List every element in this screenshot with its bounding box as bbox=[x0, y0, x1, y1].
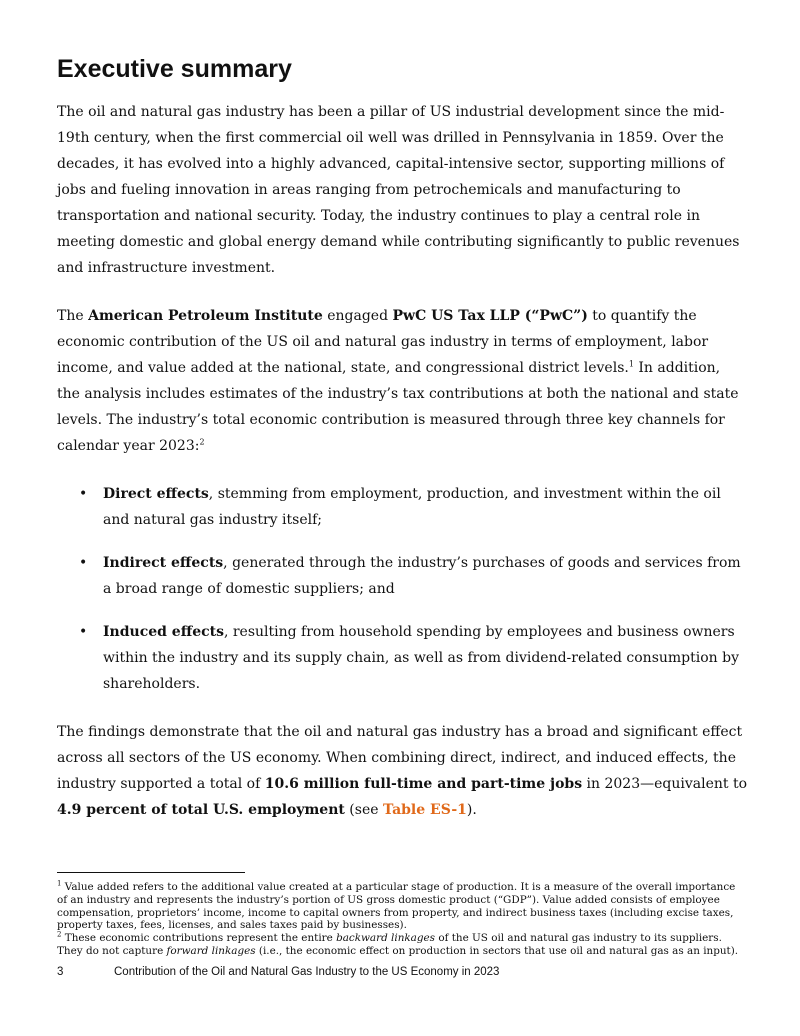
engagement-paragraph bbox=[57, 303, 747, 459]
effect-term: Indirect effects bbox=[103, 555, 224, 571]
footnote-text: of the US oil and natural gas industry to its suppliers. They do not capture bbox=[57, 932, 722, 957]
list-item-direct-effects bbox=[57, 481, 747, 533]
text-run: engaged bbox=[322, 308, 393, 324]
footer-title: Contribution of the Oil and Natural Gas Industry to the US Economy in 2023 bbox=[114, 966, 500, 978]
bullet-icon: • bbox=[79, 486, 88, 502]
pwc-name: PwC US Tax LLP (“PwC”) bbox=[392, 308, 588, 324]
footnote-2 bbox=[57, 932, 747, 958]
text-run: In addition, the analysis includes estimates of the industry’s tax contributions at both the national and state levels. The industry’s total economic contribution is measured through three key channels for calendar year 2023: bbox=[57, 360, 739, 454]
page-number: 3 bbox=[57, 966, 64, 978]
footnote-term: forward linkages bbox=[166, 944, 256, 957]
footnote-number: 1 bbox=[57, 879, 62, 888]
jobs-figure: 10.6 million full-time and part-time jobs bbox=[264, 776, 583, 792]
list-item-induced-effects bbox=[57, 619, 747, 697]
bullet-icon: • bbox=[79, 555, 88, 571]
bullet-icon: • bbox=[79, 624, 88, 640]
effect-description: , resulting from household spending by employees and business owners within the industry and its supply chain, as well as from dividend-related consumption by shareholders. bbox=[103, 624, 740, 692]
footnote-ref-2[interactable]: 2 bbox=[199, 437, 205, 447]
effect-description: , stemming from employment, production, and investment within the oil and natural gas industry itself; bbox=[103, 486, 721, 528]
footnote-text: These economic contributions represent the entire bbox=[61, 932, 337, 945]
footnote-text: Value added refers to the additional value created at a particular stage of production. It is a measure of the overall importance of an industry and represents the industry’s portion of US gross domestic product (“GDP”). Value added consists of employee compensation, proprietors’ income, income to capital owners from property, and indirect business taxes (including excise taxes, property taxes, fees, licenses, and sales taxes paid by businesses). bbox=[57, 881, 736, 932]
footnote-term: backward linkages bbox=[336, 932, 436, 945]
findings-paragraph bbox=[57, 719, 747, 823]
employment-share-figure: 4.9 percent of total U.S. employment bbox=[57, 802, 345, 818]
effect-term: Direct effects bbox=[103, 486, 209, 502]
api-name: American Petroleum Institute bbox=[88, 308, 323, 324]
page-footer bbox=[57, 966, 747, 978]
text-run: (see bbox=[344, 802, 383, 818]
footnote-divider bbox=[57, 872, 245, 873]
list-item-indirect-effects bbox=[57, 550, 747, 602]
text-run: to quantify the economic contribution of the US oil and natural gas industry in terms of employment, labor income, and value added at the national, state, and congressional district levels. bbox=[57, 308, 709, 376]
effect-description: , generated through the industry’s purchases of goods and services from a broad range of domestic suppliers; and bbox=[103, 555, 741, 597]
table-es1-link[interactable]: Table ES-1 bbox=[382, 802, 467, 818]
text-run: The findings demonstrate that the oil and natural gas industry has a broad and significant effect across all sectors of the US economy. When combining direct, indirect, and induced effects, the industry supported a total of bbox=[57, 724, 743, 792]
text-run: The bbox=[57, 308, 89, 324]
effect-term: Induced effects bbox=[103, 624, 224, 640]
text-run: in 2023—equivalent to bbox=[582, 776, 748, 792]
footnote-text: (i.e., the economic effect on production in sectors that use oil and natural gas as an input). bbox=[255, 944, 739, 957]
footnote-number: 2 bbox=[57, 930, 62, 939]
page-title: Executive summary bbox=[57, 55, 292, 83]
footnote-1 bbox=[57, 881, 747, 932]
page-body bbox=[57, 52, 747, 823]
effects-list bbox=[57, 481, 747, 697]
intro-paragraph: The oil and natural gas industry has been a pillar of US industrial development since the mid-19th century, when the first commercial oil well was drilled in Pennsylvania in 1859. Over the decades, it has evolved into a highly advanced, capital-intensive sector, supporting millions of jobs and fueling innovation in areas ranging from petrochemicals and manufacturing to transportation and national security. Today, the industry continues to play a central role in meeting domestic and global energy demand while contributing significantly to public revenues and infrastructure investment. bbox=[57, 104, 740, 276]
text-run: ). bbox=[466, 802, 477, 818]
footnote-ref-1[interactable]: 1 bbox=[628, 359, 634, 369]
footnotes bbox=[57, 872, 747, 958]
